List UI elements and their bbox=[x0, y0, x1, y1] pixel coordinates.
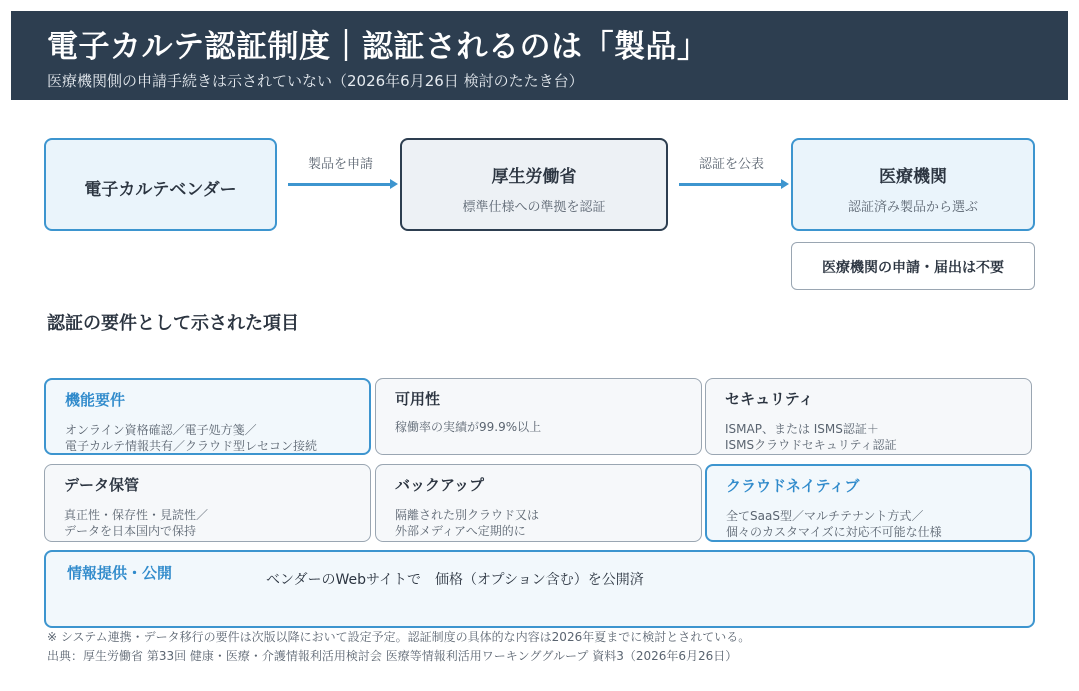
requirement-body bbox=[395, 419, 541, 435]
requirement-title: バックアップ bbox=[395, 476, 484, 494]
requirement-line: 電子カルテ情報共有／クラウド型レセコン接続 bbox=[65, 439, 318, 453]
requirement-line: 真正性・保存性・見読性／ bbox=[64, 508, 209, 522]
header-banner bbox=[11, 11, 1068, 100]
arrow-vendor-to-mhlw bbox=[288, 183, 392, 186]
requirement-card-cloud-native bbox=[705, 464, 1032, 542]
institution-box bbox=[791, 138, 1035, 231]
page-title: 電子カルテ認証制度｜認証されるのは「製品」 bbox=[47, 29, 709, 65]
requirement-line: データを日本国内で保持 bbox=[64, 524, 197, 538]
requirement-card-security bbox=[705, 378, 1032, 455]
requirement-card-data-storage bbox=[44, 464, 371, 542]
vendor-box bbox=[44, 138, 277, 231]
mhlw-name: 厚生労働省 bbox=[491, 167, 577, 187]
requirement-line: 稼働率の実績が99.9%以上 bbox=[395, 420, 542, 434]
requirement-line: 外部メディアへ定期的に bbox=[395, 524, 526, 538]
requirement-line: オンライン資格確認／電子処方箋／ bbox=[65, 423, 257, 437]
requirement-line: ISMSクラウドセキュリティ認証 bbox=[725, 438, 897, 452]
requirement-card-functional bbox=[44, 378, 371, 455]
info-text: ベンダーのWebサイトで 価格（オプション含む）を公開済 bbox=[266, 572, 644, 588]
requirement-title: セキュリティ bbox=[725, 390, 814, 408]
requirement-title: クラウドネイティブ bbox=[726, 477, 860, 495]
info-disclosure-card bbox=[44, 550, 1035, 628]
requirement-body bbox=[726, 508, 942, 540]
page-subtitle: 医療機関側の申請手続きは示されていない（2026年6月26日 検討のたたき台） bbox=[47, 72, 584, 90]
requirement-line: 全てSaaS型／マルチテナント方式／ bbox=[726, 509, 924, 523]
info-title: 情報提供・公開 bbox=[67, 564, 173, 582]
section-title: 認証の要件として示された項目 bbox=[47, 313, 299, 334]
requirement-body bbox=[395, 507, 539, 539]
requirement-card-backup bbox=[375, 464, 702, 542]
requirement-title: データ保管 bbox=[64, 476, 140, 494]
institution-note-box bbox=[791, 242, 1035, 290]
requirement-card-availability bbox=[375, 378, 702, 455]
arrow-label-apply: 製品を申請 bbox=[308, 157, 374, 172]
arrow-label-publish: 認証を公表 bbox=[699, 157, 765, 172]
requirement-body bbox=[64, 507, 208, 539]
institution-desc: 認証済み製品から選ぶ bbox=[847, 200, 978, 215]
requirement-body bbox=[725, 421, 897, 453]
requirement-title: 可用性 bbox=[395, 390, 441, 408]
institution-note: 医療機関の申請・届出は不要 bbox=[822, 260, 1004, 276]
footnote-source: 出典：厚生労働省 第33回 健康・医療・介護情報利活用検討会 医療等情報利活用ワーキンググループ 資料3（2026年6月26日） bbox=[47, 649, 738, 663]
vendor-name: 電子カルテベンダー bbox=[84, 180, 237, 200]
requirement-line: 隔離された別クラウド又は bbox=[395, 508, 540, 522]
requirement-title: 機能要件 bbox=[65, 391, 126, 409]
requirement-line: ISMAP、または ISMS認証＋ bbox=[725, 422, 879, 436]
footnote-note: ※ システム連携・データ移行の要件は次版以降において設定予定。認証制度の具体的な内容は2026年夏までに検討とされている。 bbox=[47, 630, 751, 644]
requirement-line: 個々のカスタマイズに対応不可能な仕様 bbox=[726, 525, 942, 539]
requirement-body bbox=[65, 422, 317, 454]
arrow-mhlw-to-institution bbox=[679, 183, 783, 186]
institution-name: 医療機関 bbox=[879, 167, 947, 187]
mhlw-desc: 標準仕様への準拠を認証 bbox=[462, 200, 606, 215]
mhlw-box bbox=[400, 138, 668, 231]
